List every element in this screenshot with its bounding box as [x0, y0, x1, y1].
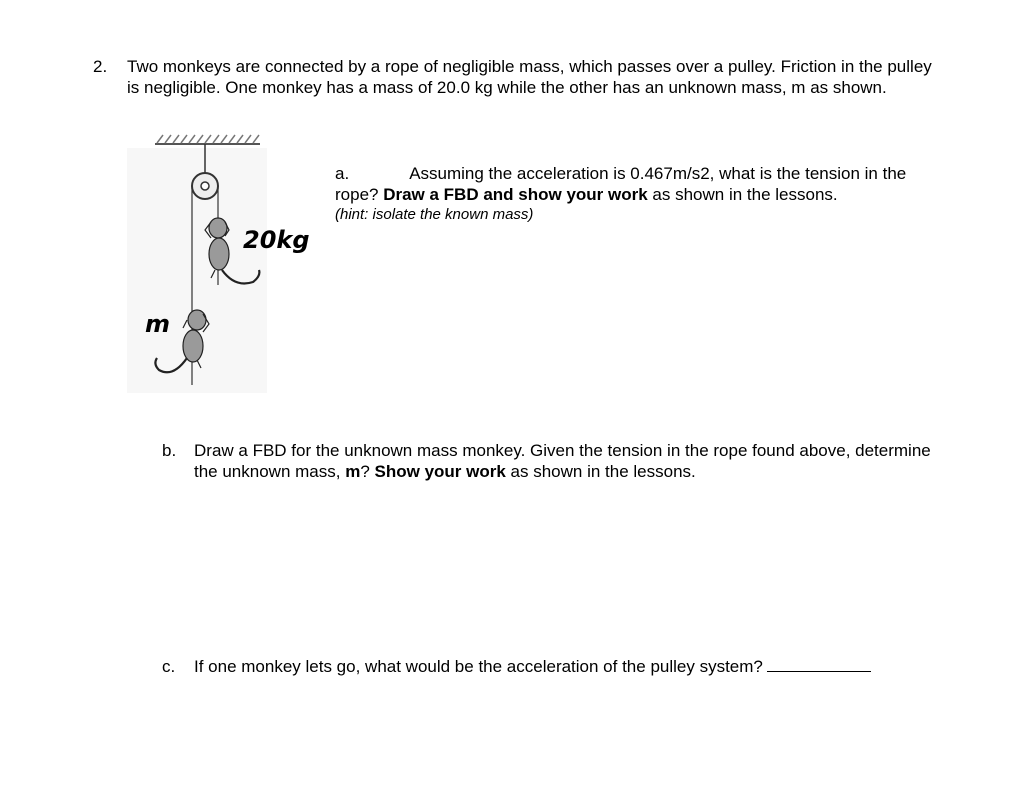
question-a: [335, 163, 935, 224]
question-b-letter: b.: [162, 441, 177, 460]
label-20kg: 20kg: [243, 226, 310, 254]
pulley-figure: [125, 130, 325, 395]
pulley-axle: [201, 182, 209, 190]
question-a-hint: (hint: isolate the known mass): [335, 206, 534, 223]
question-b-text-3: as shown in the lessons.: [505, 462, 696, 481]
answer-blank[interactable]: [767, 657, 871, 672]
question-a-text-1: Assuming the acceleration is 0.467m/s2, what is the tension in the rope?: [335, 164, 907, 204]
question-c-text: If one monkey lets go, what would be the acceleration of the pulley system?: [194, 657, 763, 676]
problem-intro: Two monkeys are connected by a rope of negligible mass, which passes over a pulley. Friction in the pulley is negligible. One monkey has a mass of 20.0 kg while the other has an unknown mass, m as shown.: [127, 57, 932, 97]
question-b-bold-m: m: [345, 462, 361, 481]
question-b-bold-work: Show your work: [374, 462, 506, 481]
question-c-letter: c.: [162, 657, 176, 676]
question-a-bold: Draw a FBD and show your work: [383, 185, 648, 204]
question-b-text-2: ?: [360, 462, 375, 481]
question-c: [194, 656, 974, 677]
problem-number: 2.: [93, 57, 108, 76]
question-a-text-2: as shown in the lessons.: [647, 185, 838, 204]
label-m: m: [145, 310, 171, 338]
question-b: [194, 440, 954, 482]
ceiling-hatching: [157, 135, 259, 143]
question-a-letter: a.: [335, 164, 350, 183]
question-b-text-1: Draw a FBD for the unknown mass monkey. Given the tension in the rope found above, determine the unknown mass,: [194, 441, 931, 481]
